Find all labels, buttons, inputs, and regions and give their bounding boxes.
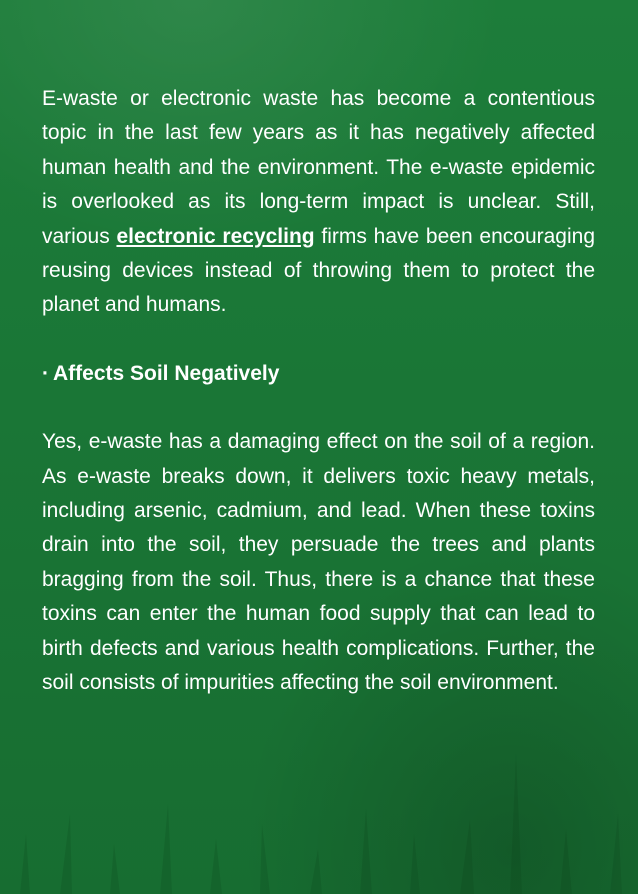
section-heading-text: Affects Soil Negatively [53, 361, 280, 385]
electronic-recycling-link[interactable]: electronic recycling [116, 224, 315, 248]
section-body-paragraph: Yes, e-waste has a damaging effect on the soil of a region. As e-waste breaks down, it delivers toxic heavy metals, including arsenic, cadmium, and lead. When these toxins drain into the soil, they persuade the trees and plants bragging from the soil. Thus, there is a chance that these toxins can enter the human food supply that can lead to birth defects and various health complications. Further, the soil consists of impurities affecting the soil environment. [42, 430, 595, 695]
document-content [42, 82, 595, 701]
intro-paragraph [42, 82, 595, 323]
bullet-icon: · [42, 361, 49, 385]
intro-text-start: E-waste or electronic waste has become a contentious topic in the last few years as it has negatively affected human health and the environment. The e-waste epidemic is overlooked as its long-term impact is unclear. Still, various [42, 87, 595, 248]
grass-texture [0, 714, 638, 894]
section-heading [42, 357, 595, 391]
spacer [42, 391, 595, 425]
intro-text-end: firms have been encouraging reusing devices instead of throwing them to protect the planet and humans. [42, 224, 595, 317]
